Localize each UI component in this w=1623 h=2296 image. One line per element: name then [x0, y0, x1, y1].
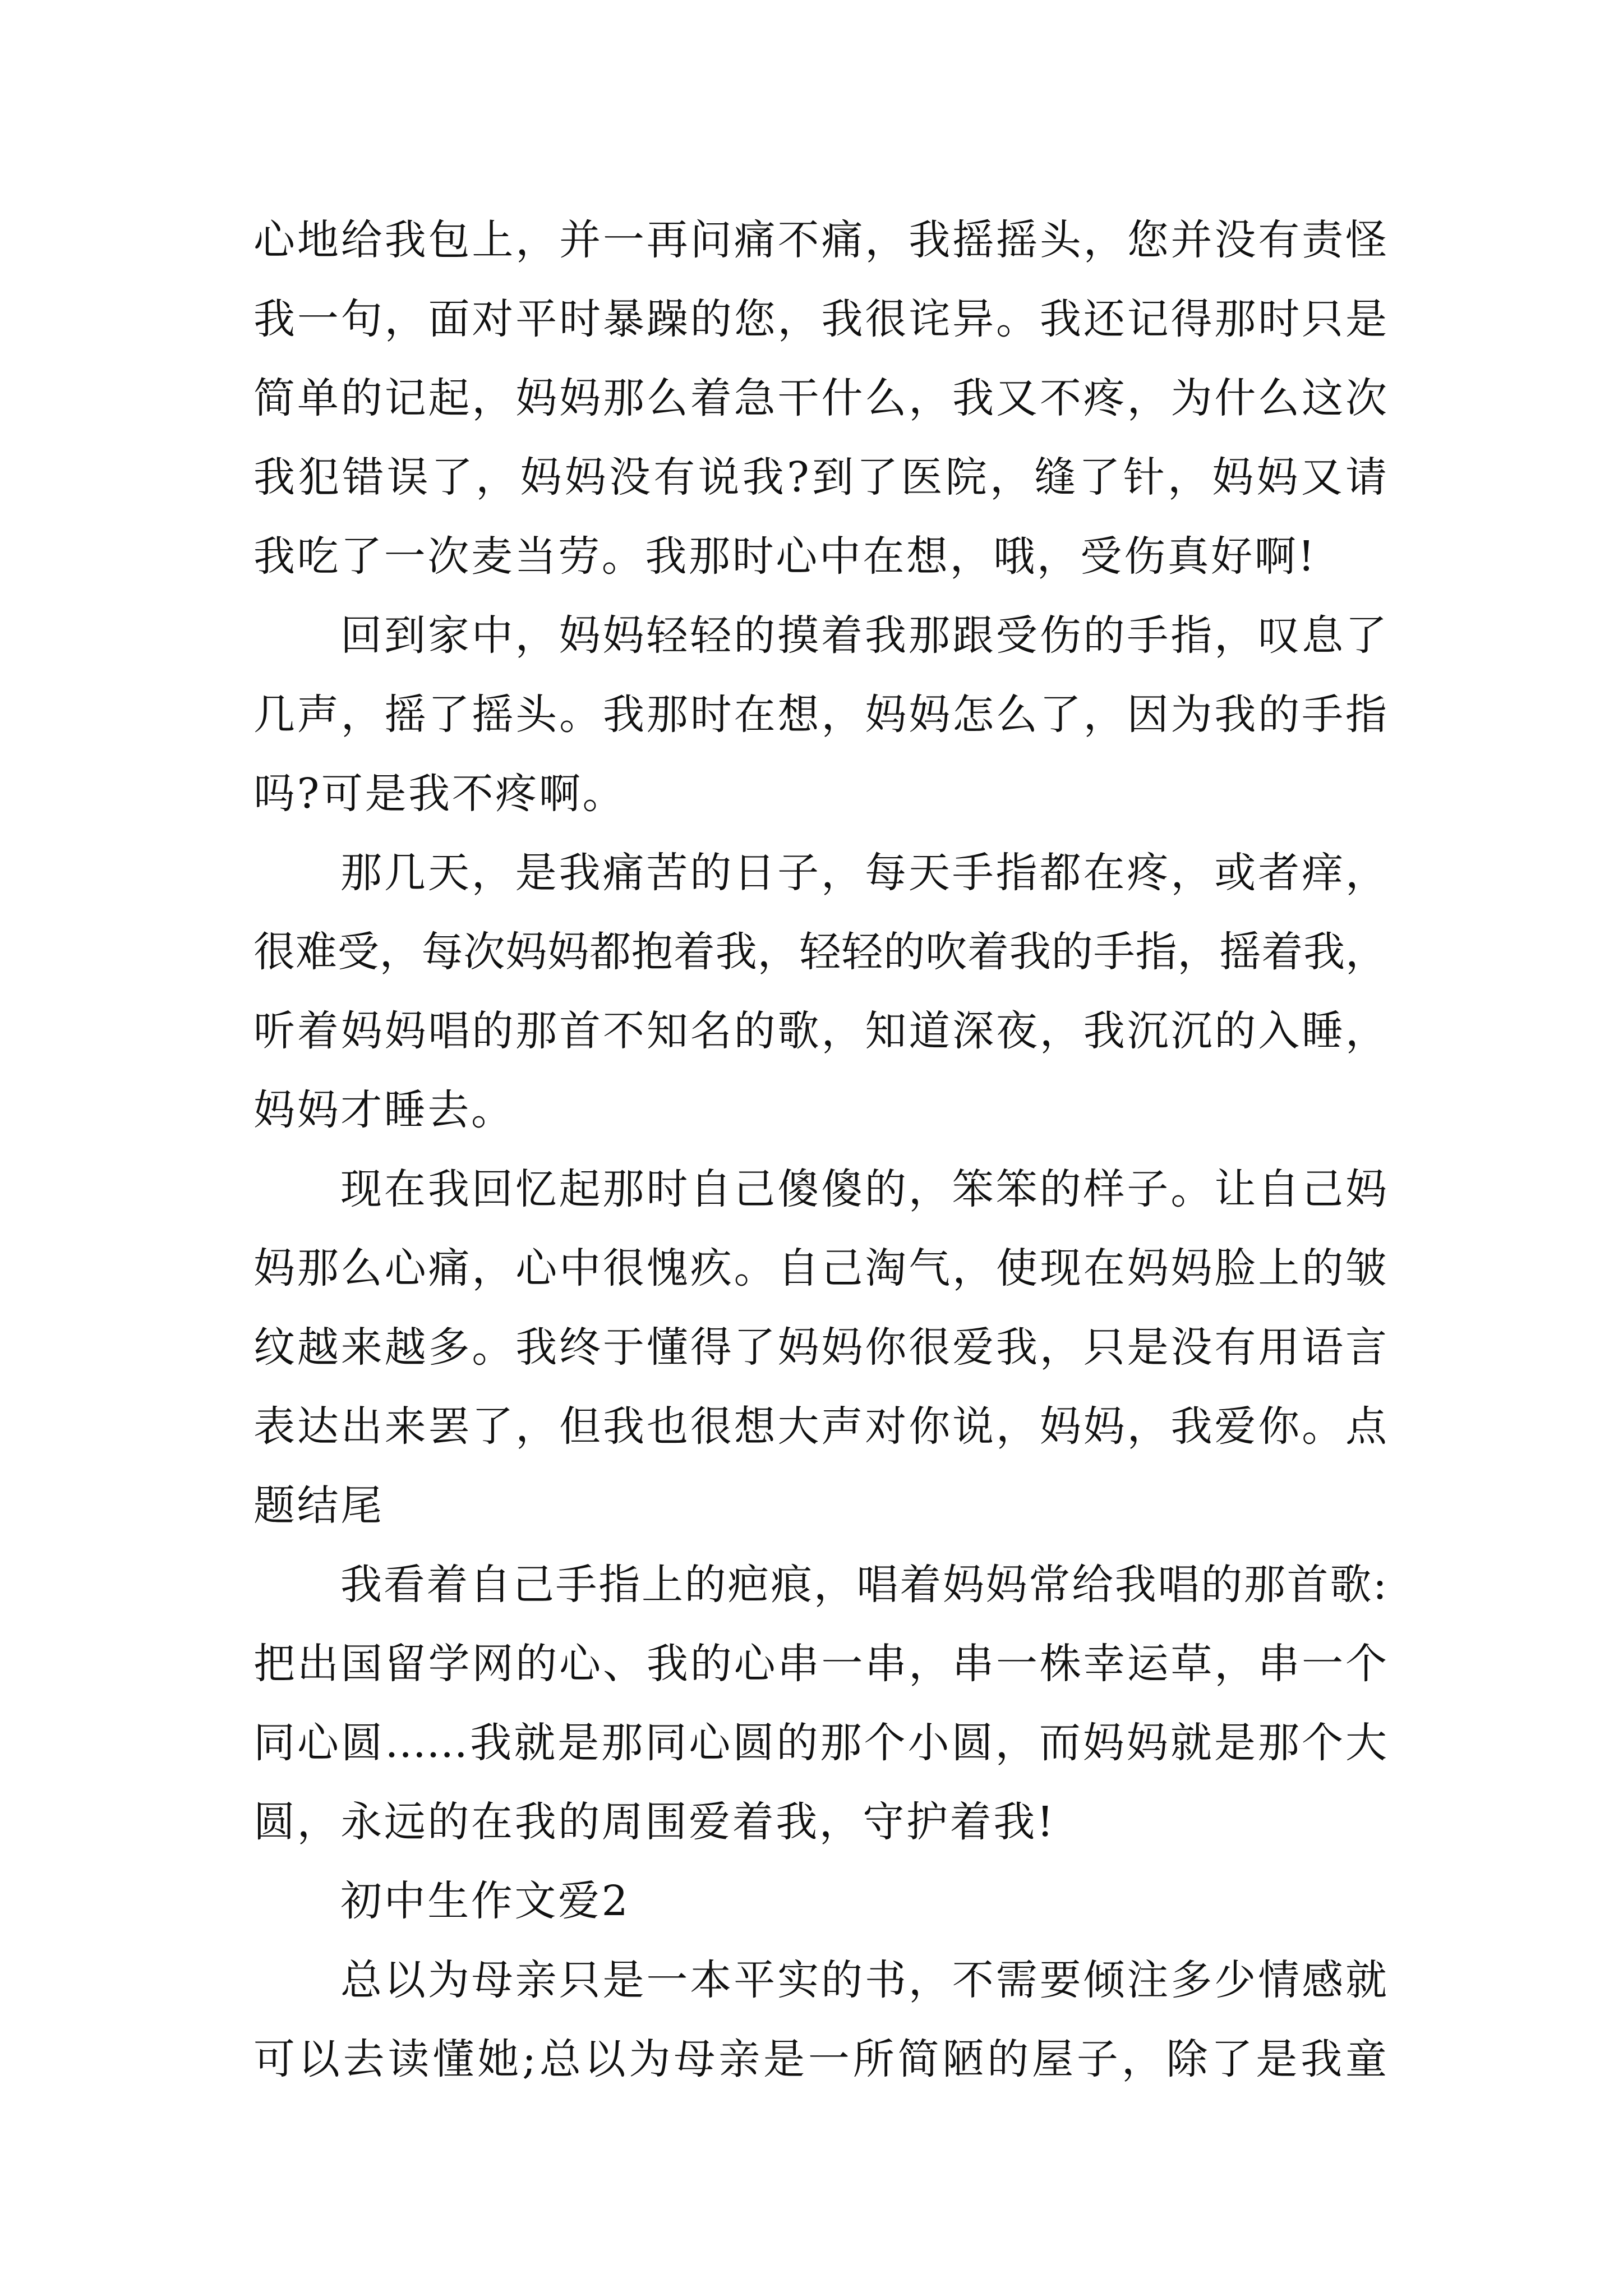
text-line: 我看着自己手指上的疤痕，唱着妈妈常给我唱的那首歌: [340, 1561, 1387, 1609]
paragraph-continued [253, 201, 1387, 596]
text-line: 现在我回忆起那时自己傻傻的，笨笨的样子。让自己妈 [340, 1165, 1387, 1213]
text-line: 总以为母亲只是一本平实的书，不需要倾注多少情感就 [340, 1956, 1387, 2004]
text-line: 吗?可是我不疼啊。 [253, 770, 626, 818]
text-line: 我一句，面对平时暴躁的您，我很诧异。我还记得那时只是 [253, 295, 1387, 343]
paragraph [253, 1150, 1387, 1545]
text-line: 同心圆……我就是那同心圆的那个小圆，而妈妈就是那个大 [253, 1719, 1387, 1767]
text-line: 妈妈才睡去。 [253, 1086, 515, 1134]
paragraph [253, 1545, 1387, 1862]
text-line: 题结尾 [253, 1481, 384, 1530]
text-line: 心地给我包上，并一再问痛不痛，我摇摇头，您并没有责怪 [253, 216, 1387, 264]
text-line: 圆，永远的在我的周围爱着我，守护着我! [253, 1798, 1056, 1846]
essay-title: 初中生作文爱2 [340, 1877, 630, 1925]
text-line: 我犯错误了，妈妈没有说我?到了医院，缝了针，妈妈又请 [253, 453, 1387, 501]
text-line: 可以去读懂她;总以为母亲是一所简陋的屋子，除了是我童 [253, 2035, 1387, 2083]
text-line: 纹越来越多。我终于懂得了妈妈你很爱我，只是没有用语言 [253, 1323, 1387, 1372]
text-line: 很难受，每次妈妈都抱着我，轻轻的吹着我的手指，摇着我， [253, 928, 1387, 976]
paragraph [253, 1941, 1387, 2099]
body-text [253, 201, 1387, 2099]
text-line: 那几天，是我痛苦的日子，每天手指都在疼，或者痒， [340, 849, 1387, 897]
paragraph [253, 834, 1387, 1150]
text-line: 表达出来罢了，但我也很想大声对你说，妈妈，我爱你。点 [253, 1402, 1387, 1451]
text-line: 我吃了一次麦当劳。我那时心中在想，哦，受伤真好啊! [253, 532, 1317, 581]
paragraph [253, 596, 1387, 834]
text-line: 妈那么心痛，心中很愧疚。自己淘气，使现在妈妈脸上的皱 [253, 1244, 1387, 1292]
text-line: 简单的记起，妈妈那么着急干什么，我又不疼，为什么这次 [253, 374, 1387, 422]
text-line: 回到家中，妈妈轻轻的摸着我那跟受伤的手指，叹息了 [340, 611, 1387, 660]
text-line: 听着妈妈唱的那首不知名的歌，知道深夜，我沉沉的入睡， [253, 1007, 1387, 1055]
text-line: 几声，摇了摇头。我那时在想，妈妈怎么了，因为我的手指 [253, 691, 1387, 739]
essay-heading [253, 1862, 1387, 1941]
text-line: 把出国留学网的心、我的心串一串，串一株幸运草，串一个 [253, 1640, 1387, 1688]
